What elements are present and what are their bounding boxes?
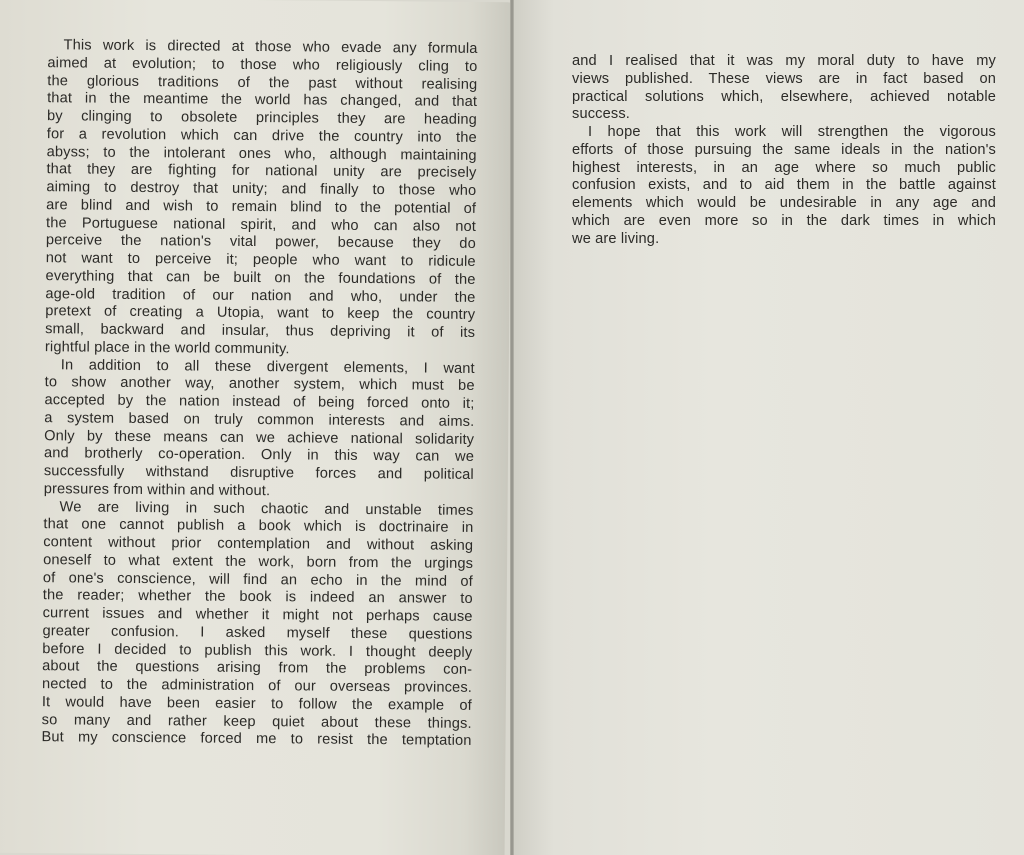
right-page-text-line: views published. These views are in fact based on — [572, 70, 996, 87]
left-page-text-line: age-old tradition of our nation and who, under the — [45, 285, 476, 306]
right-page-text-line: we are living. — [572, 230, 660, 247]
left-page-text-line: aiming to destroy that unity; and finally to those who — [46, 179, 477, 199]
left-page-text-line: In addition to all these divergent elements, I want — [60, 356, 475, 377]
left-page-text-line: content without prior contemplation and without asking — [43, 534, 474, 554]
left-page-text-line: and brotherly co-operation. Only in this way can we — [43, 445, 475, 466]
left-page-text-line: aimed at evolution; to those who religiously cling to — [47, 54, 478, 75]
left-page-text-line: the glorious traditions of the past without realising — [47, 72, 478, 93]
left-page-text-line: so many and rather keep quiet about these things. — [41, 711, 472, 732]
book-gutter — [510, 0, 514, 855]
left-page-text-line: accepted by the nation instead of being forced onto it; — [44, 392, 475, 412]
left-page-text-line: Only by these means can we achieve national solidarity — [44, 427, 475, 448]
left-page-text-line: everything that can be built on the foundations of the — [45, 267, 476, 288]
left-page-text-line: the Portuguese national spirit, and who can also not — [45, 214, 477, 235]
left-page-text-line: before I decided to publish this work. I thought deeply — [42, 640, 473, 661]
right-page-text-line: which are even more so in the dark times in which — [572, 212, 996, 229]
right-page-text-line: confusion exists, and to aid them in the battle against — [572, 177, 996, 194]
left-page-text-line: It would have been easier to follow the example of — [41, 693, 472, 714]
left-page-text-line: successfully withstand disruptive forces and political — [43, 463, 474, 483]
right-page-text — [572, 53, 996, 248]
left-page-text-line: This work is directed at those who evade any formula — [63, 37, 478, 57]
right-page-text-line: practical solutions which, elsewhere, achieved notable — [572, 88, 996, 105]
left-page-text-line: by clinging to obsolete principles they are heading — [46, 108, 478, 128]
left-page-text-line: current issues and whether it might not perhaps cause — [42, 605, 473, 625]
left-page-text-line: that in the meantime the world has changed, and that — [47, 90, 478, 111]
left-page-text-line: small, backward and insular, thus depriving it of its — [45, 321, 476, 341]
left-page-text-line: perceive the nation's vital power, because they do — [45, 232, 476, 253]
left-page-text-line: about the questions arising from the problems con- — [42, 658, 473, 679]
left-page-text-line: rightful place in the world community. — [44, 338, 290, 358]
left-page-text-line: for a revolution which can drive the country into the — [46, 125, 477, 146]
left-page-text-line: that they are fighting for national unity are precisely — [46, 161, 477, 182]
left-page-text-line: greater confusion. I asked myself these questions — [42, 622, 473, 643]
right-page-text-line: and I realised that it was my moral duty to have my — [572, 53, 996, 69]
left-page-text-line: not want to perceive it; people who want to ridicule — [45, 250, 476, 270]
left-page-text-line: are blind and wish to remain blind to the potential of — [46, 196, 477, 217]
left-page-text-line: abyss; to the intolerant ones who, although maintaining — [46, 143, 477, 164]
left-page-text — [41, 37, 477, 751]
left-page-text-line: pretext of creating a Utopia, want to keep the country — [45, 303, 476, 324]
left-page-text-line: oneself to what extent the work, born from the urgings — [43, 551, 474, 572]
right-page-text-line: success. — [572, 106, 630, 123]
left-page-text-line: But my conscience forced me to resist the temptation — [41, 729, 472, 750]
right-page-text-line: elements which would be undesirable in any age and — [572, 195, 996, 211]
left-page-text-line: pressures from within and without. — [43, 480, 271, 499]
left-page-text-line: of one's conscience, will find an echo in the mind of — [42, 569, 474, 590]
left-page-text-line: to show another way, another system, which must be — [44, 374, 475, 395]
left-page-text-line: nected to the administration of our overseas provinces. — [41, 676, 473, 696]
right-page-text-line: I hope that this work will strengthen the vigorous — [588, 124, 996, 140]
right-page-text-line: efforts of those pursuing the same ideals in the nation's — [572, 141, 996, 158]
left-page-text-line: a system based on truly common interests and aims. — [44, 409, 475, 430]
left-page-text-line: the reader; whether the book is indeed an answer to — [42, 587, 473, 608]
right-page-text-line: highest interests, in an age where so much public — [572, 159, 996, 176]
left-page-text-line: We are living in such chaotic and unstable times — [59, 498, 474, 519]
left-page-text-line: that one cannot publish a book which is doctrinaire in — [43, 516, 474, 537]
